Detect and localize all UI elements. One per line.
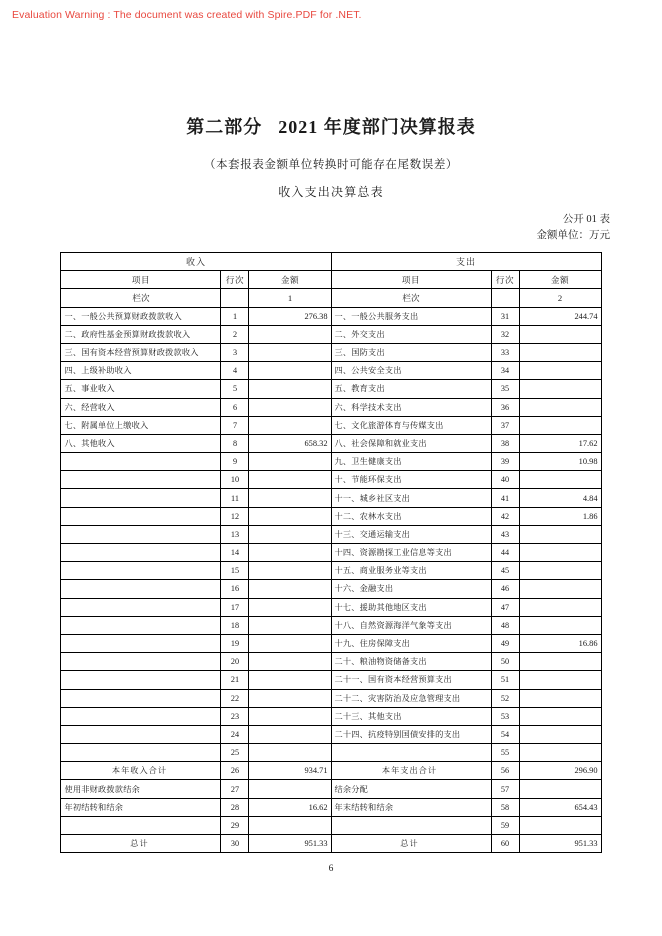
income-line: 5 <box>221 380 249 398</box>
expense-item: 二十一、国有资本经营预算支出 <box>331 671 491 689</box>
expense-amount <box>519 416 601 434</box>
income-amount <box>249 725 331 743</box>
expense-line: 48 <box>491 616 519 634</box>
table-row <box>61 798 601 816</box>
expense-line: 58 <box>491 798 519 816</box>
table-row <box>61 580 601 598</box>
table-row <box>61 835 601 853</box>
table-row <box>61 707 601 725</box>
expense-line: 32 <box>491 325 519 343</box>
expense-amount <box>519 580 601 598</box>
expense-line: 52 <box>491 689 519 707</box>
expense-amount <box>519 325 601 343</box>
col-header-income-amount: 金额 <box>249 271 331 289</box>
col-header-expense-line: 行次 <box>491 271 519 289</box>
expense-line: 39 <box>491 453 519 471</box>
table-row <box>61 816 601 834</box>
income-item <box>61 489 221 507</box>
expense-amount <box>519 780 601 798</box>
income-item: 四、上级补助收入 <box>61 362 221 380</box>
table-row <box>61 525 601 543</box>
income-item <box>61 816 221 834</box>
income-item: 六、经营收入 <box>61 398 221 416</box>
expense-amount <box>519 744 601 762</box>
income-item <box>61 707 221 725</box>
table-row <box>61 634 601 652</box>
income-line: 19 <box>221 634 249 652</box>
table-row <box>61 671 601 689</box>
amount-unit: 金额单位：万元 <box>536 230 610 241</box>
expense-item: 二、外交支出 <box>331 325 491 343</box>
table-row <box>61 325 601 343</box>
form-code: 公开 01 表 <box>562 214 610 225</box>
income-line: 9 <box>221 453 249 471</box>
income-line: 29 <box>221 816 249 834</box>
expense-amount <box>519 598 601 616</box>
lane-number-expense: 2 <box>519 289 601 307</box>
income-item <box>61 634 221 652</box>
expense-amount <box>519 725 601 743</box>
expense-amount <box>519 671 601 689</box>
income-amount <box>249 744 331 762</box>
lane-label-expense: 栏次 <box>331 289 491 307</box>
table-row <box>61 744 601 762</box>
lane-blank-income <box>221 289 249 307</box>
income-amount <box>249 598 331 616</box>
income-line: 3 <box>221 343 249 361</box>
table-meta <box>0 212 662 244</box>
evaluation-warning-banner: Evaluation Warning : The document was created with Spire.PDF for .NET. <box>12 9 362 21</box>
page-number: 6 <box>328 864 334 875</box>
income-line: 26 <box>221 762 249 780</box>
expense-line: 34 <box>491 362 519 380</box>
expense-amount: 17.62 <box>519 434 601 452</box>
income-item <box>61 562 221 580</box>
income-item <box>61 544 221 562</box>
table-body <box>61 307 601 853</box>
income-item <box>61 471 221 489</box>
table-row <box>61 307 601 325</box>
income-item: 三、国有资本经营预算财政拨款收入 <box>61 343 221 361</box>
expense-line: 57 <box>491 780 519 798</box>
income-line: 1 <box>221 307 249 325</box>
expense-line: 43 <box>491 525 519 543</box>
income-line: 24 <box>221 725 249 743</box>
income-line: 16 <box>221 580 249 598</box>
income-amount <box>249 816 331 834</box>
expense-item: 二十四、抗疫特别国债安排的支出 <box>331 725 491 743</box>
income-amount <box>249 398 331 416</box>
income-amount <box>249 489 331 507</box>
income-line: 11 <box>221 489 249 507</box>
income-line: 28 <box>221 798 249 816</box>
expense-line: 33 <box>491 343 519 361</box>
income-item <box>61 580 221 598</box>
income-amount <box>249 416 331 434</box>
expense-amount: 244.74 <box>519 307 601 325</box>
expense-amount <box>519 544 601 562</box>
income-item <box>61 525 221 543</box>
income-line: 6 <box>221 398 249 416</box>
page-title <box>0 113 662 139</box>
expense-line: 46 <box>491 580 519 598</box>
expense-amount <box>519 653 601 671</box>
income-amount <box>249 471 331 489</box>
expense-line: 49 <box>491 634 519 652</box>
income-amount <box>249 580 331 598</box>
income-item: 总计 <box>61 835 221 853</box>
income-line: 23 <box>221 707 249 725</box>
expense-line: 44 <box>491 544 519 562</box>
income-line: 14 <box>221 544 249 562</box>
group-header-expense: 支出 <box>331 253 601 271</box>
income-amount: 276.38 <box>249 307 331 325</box>
expense-item: 五、教育支出 <box>331 380 491 398</box>
expense-amount <box>519 816 601 834</box>
table-row <box>61 762 601 780</box>
income-expense-summary-table <box>60 252 601 853</box>
expense-item: 八、社会保障和就业支出 <box>331 434 491 452</box>
income-amount <box>249 780 331 798</box>
income-amount <box>249 380 331 398</box>
expense-item: 十九、住房保障支出 <box>331 634 491 652</box>
income-item: 二、政府性基金预算财政拨款收入 <box>61 325 221 343</box>
expense-item: 十八、自然资源海洋气象等支出 <box>331 616 491 634</box>
income-line: 12 <box>221 507 249 525</box>
income-item <box>61 598 221 616</box>
col-header-expense-item: 项目 <box>331 271 491 289</box>
table-row <box>61 544 601 562</box>
income-line: 25 <box>221 744 249 762</box>
expense-item: 十七、援助其他地区支出 <box>331 598 491 616</box>
table-row <box>61 780 601 798</box>
expense-item: 九、卫生健康支出 <box>331 453 491 471</box>
income-item: 一、一般公共预算财政拨款收入 <box>61 307 221 325</box>
income-item <box>61 507 221 525</box>
expense-amount <box>519 398 601 416</box>
expense-item: 十一、城乡社区支出 <box>331 489 491 507</box>
income-amount <box>249 634 331 652</box>
income-amount <box>249 707 331 725</box>
income-item: 五、事业收入 <box>61 380 221 398</box>
income-amount <box>249 653 331 671</box>
income-amount <box>249 343 331 361</box>
expense-item: 二十三、其他支出 <box>331 707 491 725</box>
income-item <box>61 453 221 471</box>
income-line: 27 <box>221 780 249 798</box>
expense-line: 54 <box>491 725 519 743</box>
expense-line: 55 <box>491 744 519 762</box>
table-row <box>61 416 601 434</box>
income-line: 15 <box>221 562 249 580</box>
income-item <box>61 689 221 707</box>
expense-item: 本年支出合计 <box>331 762 491 780</box>
income-item: 本年收入合计 <box>61 762 221 780</box>
expense-item: 四、公共安全支出 <box>331 362 491 380</box>
income-line: 30 <box>221 835 249 853</box>
income-line: 10 <box>221 471 249 489</box>
expense-line: 51 <box>491 671 519 689</box>
expense-item: 结余分配 <box>331 780 491 798</box>
income-item: 年初结转和结余 <box>61 798 221 816</box>
title-note: （本套报表金额单位转换时可能存在尾数误差） <box>203 159 459 171</box>
income-item <box>61 616 221 634</box>
income-amount: 16.62 <box>249 798 331 816</box>
income-amount <box>249 325 331 343</box>
expense-amount: 10.98 <box>519 453 601 471</box>
expense-item: 一、一般公共服务支出 <box>331 307 491 325</box>
income-amount: 951.33 <box>249 835 331 853</box>
income-amount <box>249 689 331 707</box>
col-header-income-item: 项目 <box>61 271 221 289</box>
income-line: 4 <box>221 362 249 380</box>
expense-amount <box>519 707 601 725</box>
expense-item <box>331 744 491 762</box>
income-line: 22 <box>221 689 249 707</box>
expense-item: 总计 <box>331 835 491 853</box>
table-row <box>61 434 601 452</box>
expense-item: 十五、商业服务业等支出 <box>331 562 491 580</box>
income-amount <box>249 671 331 689</box>
expense-amount <box>519 343 601 361</box>
expense-line: 31 <box>491 307 519 325</box>
expense-line: 35 <box>491 380 519 398</box>
expense-amount: 951.33 <box>519 835 601 853</box>
expense-amount <box>519 562 601 580</box>
expense-item: 十三、交通运输支出 <box>331 525 491 543</box>
col-header-expense-amount: 金额 <box>519 271 601 289</box>
expense-amount <box>519 689 601 707</box>
table-lane-header-row <box>61 289 601 307</box>
expense-item: 二十、粮油物资储备支出 <box>331 653 491 671</box>
income-line: 2 <box>221 325 249 343</box>
table-row <box>61 653 601 671</box>
income-item: 八、其他收入 <box>61 434 221 452</box>
income-amount <box>249 362 331 380</box>
expense-item: 七、文化旅游体育与传媒支出 <box>331 416 491 434</box>
expense-line: 59 <box>491 816 519 834</box>
table-head <box>61 253 601 308</box>
expense-line: 60 <box>491 835 519 853</box>
expense-line: 53 <box>491 707 519 725</box>
income-line: 21 <box>221 671 249 689</box>
expense-line: 45 <box>491 562 519 580</box>
page-title-part: 第二部分 <box>186 117 263 137</box>
expense-amount <box>519 362 601 380</box>
expense-line: 56 <box>491 762 519 780</box>
income-amount <box>249 453 331 471</box>
expense-amount <box>519 380 601 398</box>
table-row <box>61 598 601 616</box>
expense-line: 42 <box>491 507 519 525</box>
expense-line: 41 <box>491 489 519 507</box>
expense-item <box>331 816 491 834</box>
lane-label-income: 栏次 <box>61 289 221 307</box>
table-row <box>61 343 601 361</box>
expense-line: 40 <box>491 471 519 489</box>
income-line: 13 <box>221 525 249 543</box>
lane-number-income: 1 <box>249 289 331 307</box>
expense-line: 36 <box>491 398 519 416</box>
income-amount <box>249 544 331 562</box>
expense-amount <box>519 471 601 489</box>
expense-item: 六、科学技术支出 <box>331 398 491 416</box>
income-line: 7 <box>221 416 249 434</box>
expense-amount: 1.86 <box>519 507 601 525</box>
expense-line: 50 <box>491 653 519 671</box>
expense-item: 十六、金融支出 <box>331 580 491 598</box>
expense-item: 三、国防支出 <box>331 343 491 361</box>
expense-line: 47 <box>491 598 519 616</box>
income-line: 17 <box>221 598 249 616</box>
col-header-income-line: 行次 <box>221 271 249 289</box>
table-row <box>61 380 601 398</box>
income-amount: 658.32 <box>249 434 331 452</box>
expense-line: 37 <box>491 416 519 434</box>
table-subtitle: 收入支出决算总表 <box>278 185 384 199</box>
income-item: 七、附属单位上缴收入 <box>61 416 221 434</box>
expense-item: 二十二、灾害防治及应急管理支出 <box>331 689 491 707</box>
income-item: 使用非财政拨款结余 <box>61 780 221 798</box>
expense-item: 十、节能环保支出 <box>331 471 491 489</box>
table-row <box>61 489 601 507</box>
expense-amount: 4.84 <box>519 489 601 507</box>
income-item <box>61 671 221 689</box>
table-column-header-row <box>61 271 601 289</box>
income-amount <box>249 616 331 634</box>
table-row <box>61 507 601 525</box>
income-item <box>61 653 221 671</box>
table-row <box>61 616 601 634</box>
expense-item: 年末结转和结余 <box>331 798 491 816</box>
income-item <box>61 725 221 743</box>
expense-line: 38 <box>491 434 519 452</box>
expense-amount: 16.86 <box>519 634 601 652</box>
income-item <box>61 744 221 762</box>
income-line: 18 <box>221 616 249 634</box>
group-header-income: 收入 <box>61 253 331 271</box>
income-line: 20 <box>221 653 249 671</box>
income-amount: 934.71 <box>249 762 331 780</box>
table-row <box>61 471 601 489</box>
table-row <box>61 362 601 380</box>
table-row <box>61 453 601 471</box>
income-line: 8 <box>221 434 249 452</box>
expense-amount: 654.43 <box>519 798 601 816</box>
table-row <box>61 562 601 580</box>
table-row <box>61 398 601 416</box>
income-amount <box>249 562 331 580</box>
table-row <box>61 689 601 707</box>
expense-amount <box>519 525 601 543</box>
table-group-header-row <box>61 253 601 271</box>
page-title-rest: 2021 年度部门决算报表 <box>278 117 476 137</box>
income-amount <box>249 525 331 543</box>
expense-amount: 296.90 <box>519 762 601 780</box>
expense-amount <box>519 616 601 634</box>
expense-item: 十四、资源勘探工业信息等支出 <box>331 544 491 562</box>
lane-blank-expense <box>491 289 519 307</box>
expense-item: 十二、农林水支出 <box>331 507 491 525</box>
income-amount <box>249 507 331 525</box>
table-row <box>61 725 601 743</box>
